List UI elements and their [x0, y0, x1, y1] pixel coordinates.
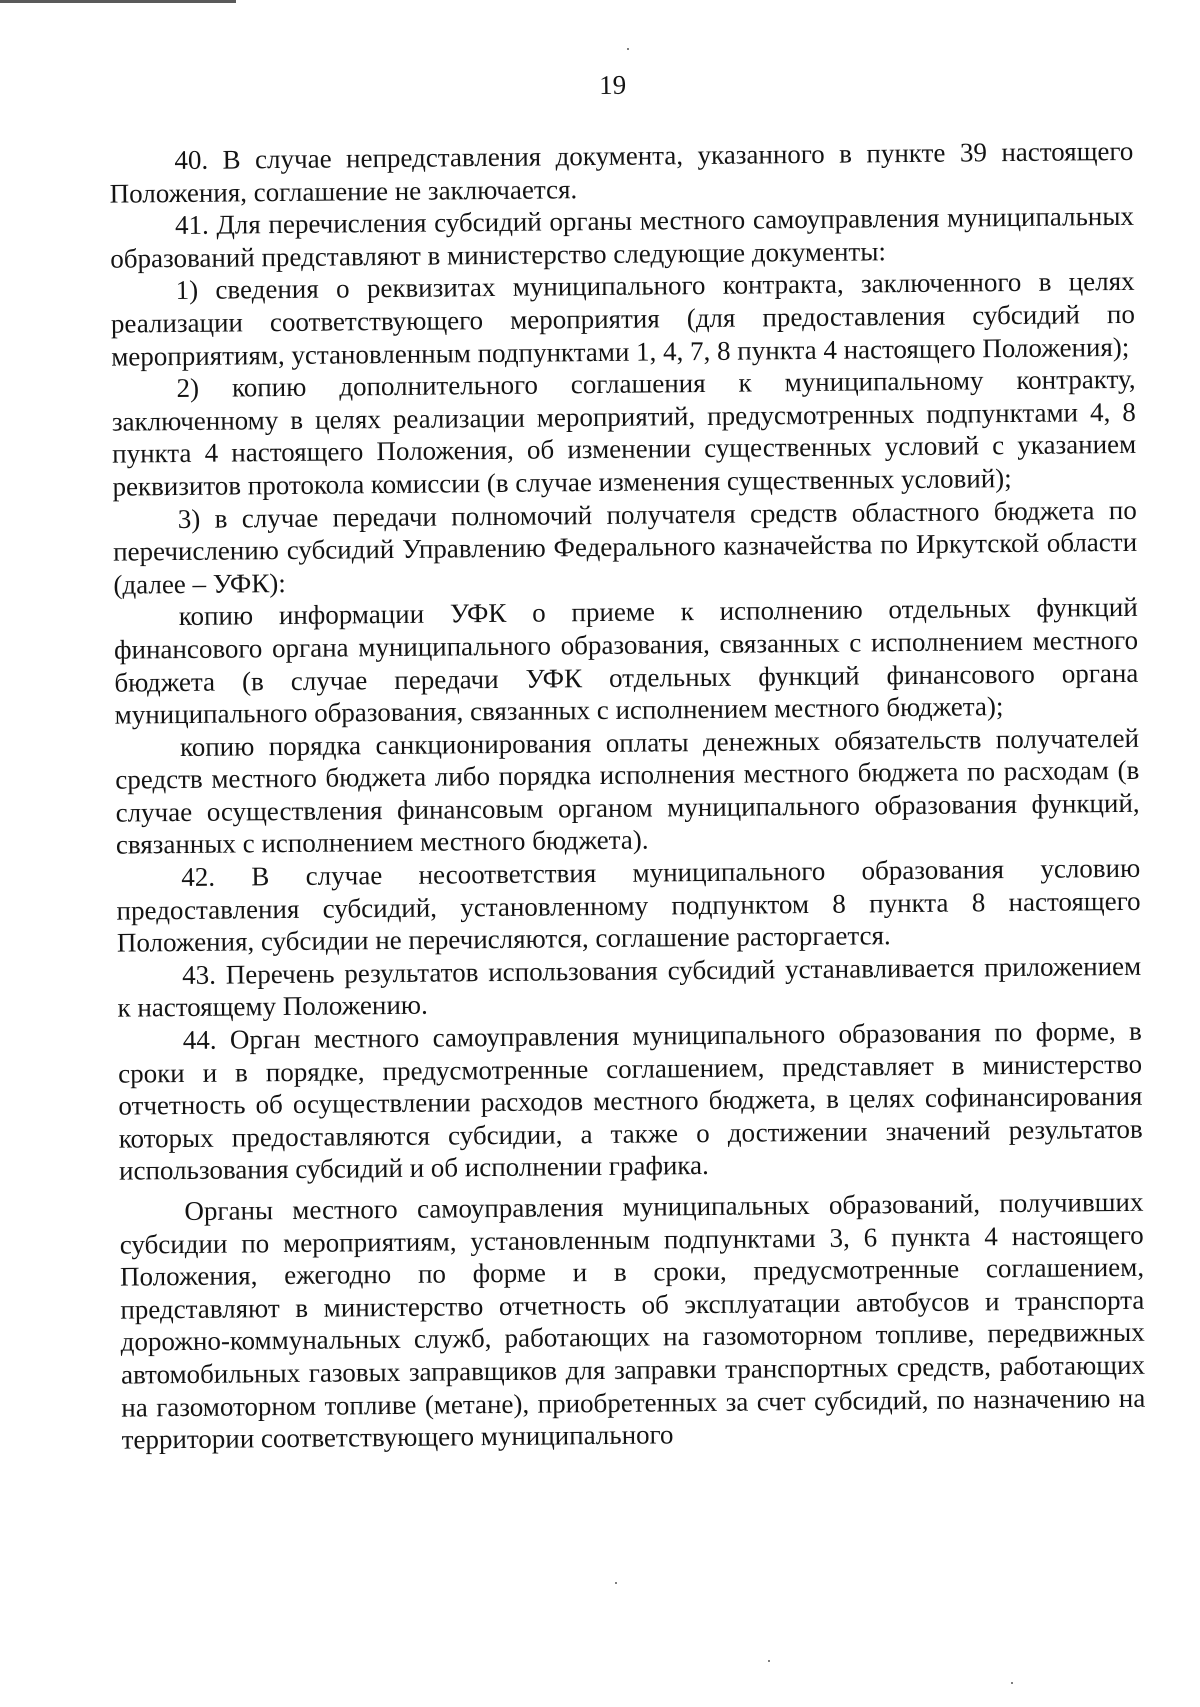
scan-speck: [615, 1582, 617, 1584]
paragraph-41-item-3-copy-info: копию информации УФК о приеме к исполнению отдельных функций финансового органа муниципального образования, связанных с исполнением местного бюджета (в случае передачи УФК отдельных функций финансового органа муниципального образования, связанных с исполнением местного бюджета);: [113, 592, 1139, 730]
paragraph-41-item-1: 1) сведения о реквизитах муниципального контракта, заключенного в целях реализации соответствующего мероприятия (для предоставления субсидий по мероприятиям, установленным подпунктами 1, 4, 7, 8 пункта 4 настоящего Положения);: [110, 266, 1136, 372]
paragraph-41-item-2: 2) копию дополнительного соглашения к муниципальному контракту, заключенному в целях реализации мероприятий, предусмотренных подпунктами 4, 8 пункта 4 настоящего Положения, об изменении существенных условий с указанием реквизитов протокола комиссии (в случае изменения существенных условий);: [111, 363, 1137, 502]
paragraph-41-item-3: 3) в случае передачи полномочий получателя средств областного бюджета по перечислению субсидий Управлению Федерального казначейства по Иркутской области (далее – УФК):: [112, 494, 1138, 600]
page-number: 19: [599, 69, 627, 100]
paragraph-44: 44. Орган местного самоуправления муниципального образования по форме, в сроки и в порядке, предусмотренные соглашением, представляет в министерство отчетность об осуществлении расходов местного бюджета, в целях софинансирования которых предоставляются субсидии, а также о достижении значений результатов использования субсидий и об исполнении графика.: [117, 1015, 1143, 1187]
paragraph-41: 41. Для перечисления субсидий органы местного самоуправления муниципальных образований представляют в министерство следующие документы:: [110, 201, 1135, 274]
scan-speck: [1011, 1682, 1013, 1684]
scan-speck: [627, 48, 629, 50]
document-body: [109, 135, 1146, 1457]
paragraph-43: 43. Перечень результатов использования субсидий устанавливается приложением к настоящему Положению.: [117, 950, 1142, 1024]
paragraph-44-reporting: Органы местного самоуправления муниципальных образований, получивших субсидии по мероприятиям, установленным подпунктами 3, 6 пункта 4 настоящего Положения, ежегодно по форме и в сроки, предусмотренные соглашением, представляют в министерство отчетность об эксплуатации автобусов и транспорта дорожно-коммунальных служб, работающих на газомоторном топливе, передвижных автомобильных газовых заправщиков для заправки транспортных средств, работающих на газомоторном топливе (метане), приобретенных за счет субсидий, по назначению на территории соответствующего муниципального: [119, 1186, 1146, 1455]
scan-speck: [768, 1660, 770, 1662]
paragraph-41-item-3-copy-order: копию порядка санкционирования оплаты денежных обязательств получателей средств местного бюджета либо порядка исполнения местного бюджета по расходам (в случае осуществления финансовым органом муниципального образования функций, связанных с исполнением местного бюджета).: [115, 722, 1140, 861]
paragraph-40: 40. В случае непредставления документа, указанного в пункте 39 настоящего Положения, соглашение не заключается.: [109, 135, 1134, 209]
paragraph-42: 42. В случае несоответствия муниципального образования условию предоставления субсидий, установленному подпунктом 8 пункта 8 настоящего Положения, субсидии не перечисляются, соглашение расторгается.: [116, 852, 1141, 958]
scan-edge-line: [0, 0, 236, 3]
